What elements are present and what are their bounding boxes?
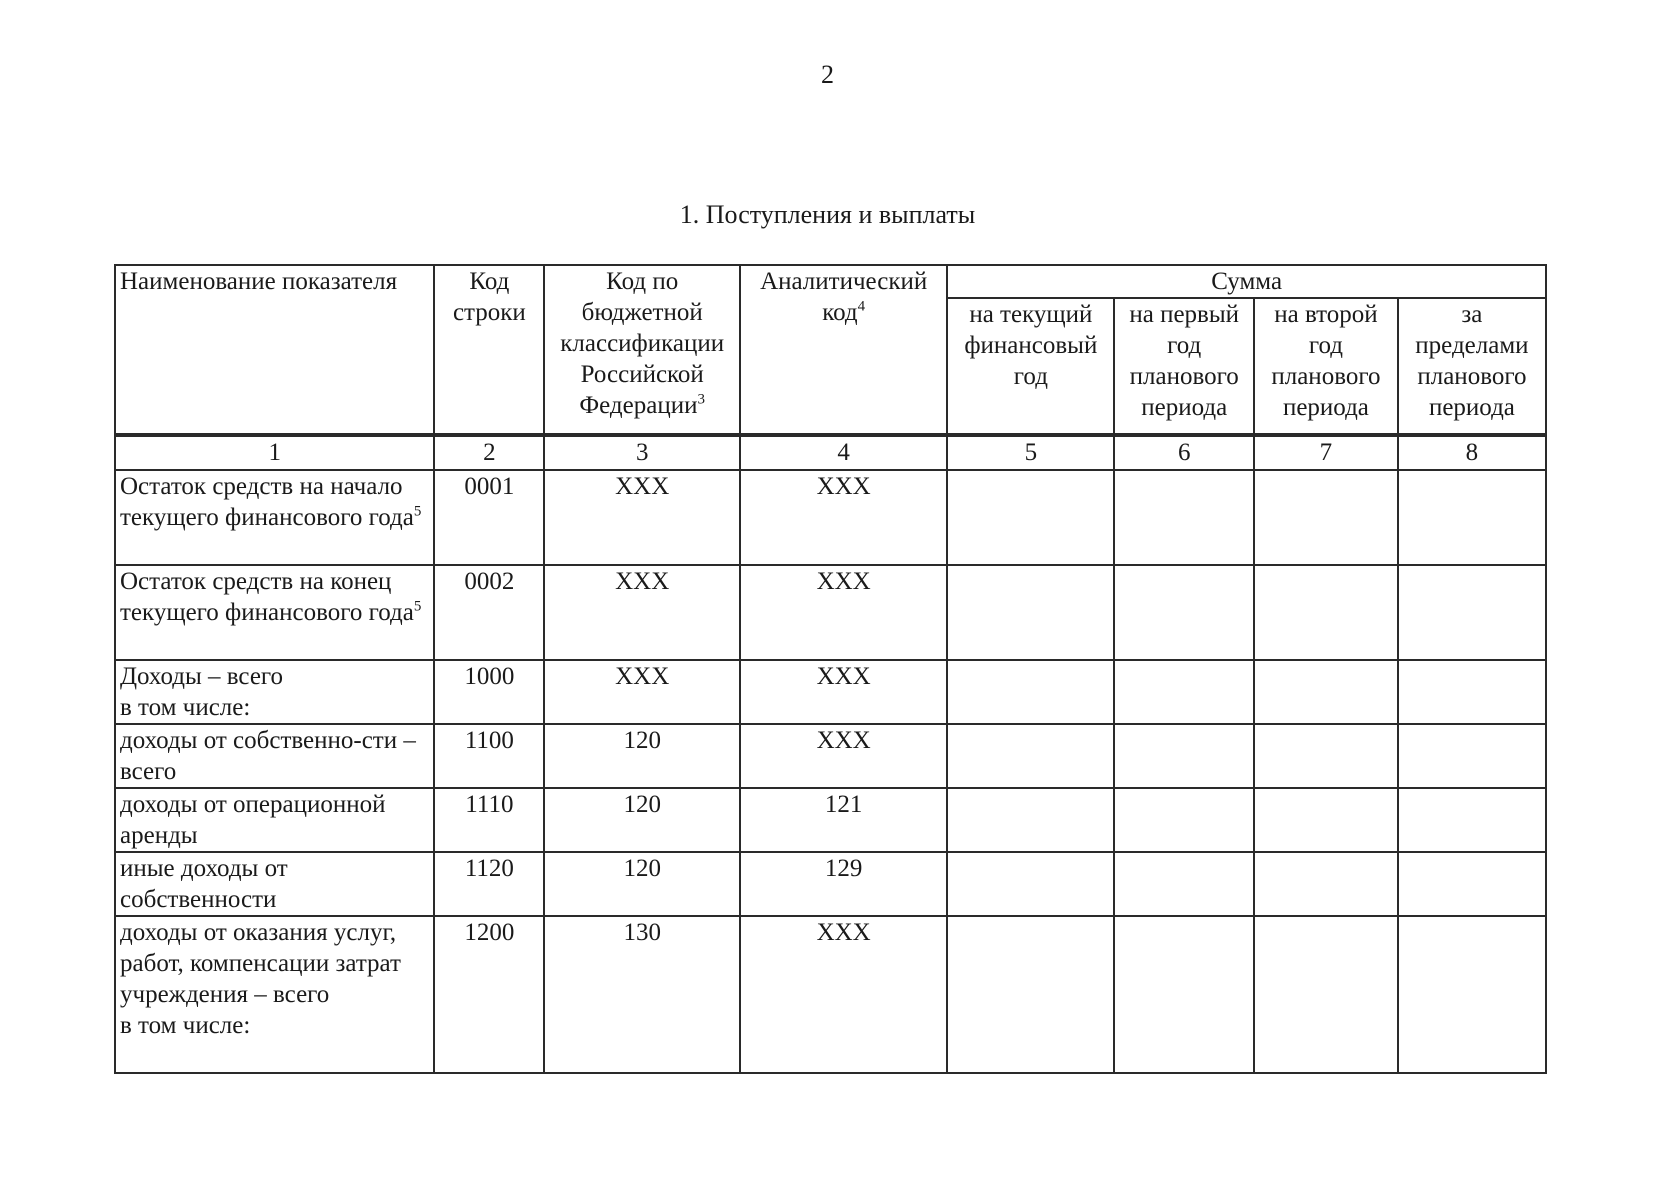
page-number: 2 <box>821 60 834 89</box>
footnote-marker: 3 <box>697 391 705 408</box>
line-code: 1000 <box>434 660 544 724</box>
indicator-name: иные доходы от собственности <box>115 852 434 916</box>
analytic-code: ХХХ <box>740 660 947 724</box>
header-analytic-code <box>740 265 947 435</box>
line-code: 1110 <box>434 788 544 852</box>
indicator-name: доходы от операционной аренды <box>115 788 434 852</box>
sum-beyond-plan-cell[interactable] <box>1398 724 1546 788</box>
sum-current-year-cell[interactable] <box>947 724 1114 788</box>
table-row <box>115 470 1546 565</box>
analytic-code: ХХХ <box>740 724 947 788</box>
column-number: 2 <box>434 435 544 470</box>
budget-code: ХХХ <box>544 565 740 660</box>
sum-second-plan-year-cell[interactable] <box>1254 724 1398 788</box>
table-row <box>115 565 1546 660</box>
sum-first-plan-year-cell[interactable] <box>1114 852 1254 916</box>
budget-code: ХХХ <box>544 470 740 565</box>
section-title: 1. Поступления и выплаты <box>679 200 976 229</box>
footnote-marker: 4 <box>857 298 866 315</box>
sum-beyond-plan-cell[interactable] <box>1398 470 1546 565</box>
line-code: 0001 <box>434 470 544 565</box>
analytic-code: ХХХ <box>740 565 947 660</box>
header-current-year: на текущий финансовый год <box>947 298 1114 435</box>
indicator-name-text: Доходы – всего <box>120 663 284 690</box>
line-code: 1120 <box>434 852 544 916</box>
header-second-plan-year: на второй год планового периода <box>1254 298 1398 435</box>
indicator-name <box>115 470 434 565</box>
budget-code: 120 <box>544 724 740 788</box>
sum-first-plan-year-cell[interactable] <box>1114 724 1254 788</box>
header-budget-code <box>544 265 740 435</box>
sum-second-plan-year-cell[interactable] <box>1254 788 1398 852</box>
sum-beyond-plan-cell[interactable] <box>1398 852 1546 916</box>
budget-code: 120 <box>544 788 740 852</box>
table-row <box>115 724 1546 788</box>
header-analytic-code-text: Аналитический код <box>760 268 928 326</box>
line-code: 0002 <box>434 565 544 660</box>
table-row <box>115 852 1546 916</box>
sum-second-plan-year-cell[interactable] <box>1254 660 1398 724</box>
column-number: 6 <box>1114 435 1254 470</box>
column-number: 7 <box>1254 435 1398 470</box>
header-first-plan-year: на первый год планового периода <box>1114 298 1254 435</box>
sum-second-plan-year-cell[interactable] <box>1254 916 1398 1073</box>
sum-beyond-plan-cell[interactable] <box>1398 916 1546 1073</box>
indicator-name: доходы от собственно-сти – всего <box>115 724 434 788</box>
footnote-marker: 5 <box>413 503 422 520</box>
sum-first-plan-year-cell[interactable] <box>1114 470 1254 565</box>
sum-second-plan-year-cell[interactable] <box>1254 852 1398 916</box>
header-line-code: Код строки <box>434 265 544 435</box>
sum-first-plan-year-cell[interactable] <box>1114 660 1254 724</box>
column-number: 4 <box>740 435 947 470</box>
budget-code: 120 <box>544 852 740 916</box>
column-number: 5 <box>947 435 1114 470</box>
indicator-name-text: Остаток средств на начало текущего финансового года <box>120 473 414 531</box>
indicator-name-text: Остаток средств на конец текущего финансового года <box>120 568 414 626</box>
column-number: 1 <box>115 435 434 470</box>
indicator-name <box>115 660 434 724</box>
indicator-name-subtext: в том числе: <box>120 1012 251 1039</box>
table-row <box>115 788 1546 852</box>
header-beyond-plan: за пределами планового периода <box>1398 298 1546 435</box>
table-row <box>115 660 1546 724</box>
line-code: 1100 <box>434 724 544 788</box>
header-sum: Сумма <box>947 265 1546 298</box>
sum-second-plan-year-cell[interactable] <box>1254 470 1398 565</box>
table-row <box>115 916 1546 1073</box>
column-number: 8 <box>1398 435 1546 470</box>
budget-code: ХХХ <box>544 660 740 724</box>
indicator-name <box>115 565 434 660</box>
sum-beyond-plan-cell[interactable] <box>1398 660 1546 724</box>
sum-first-plan-year-cell[interactable] <box>1114 916 1254 1073</box>
indicator-name <box>115 916 434 1073</box>
indicator-name-text: доходы от оказания услуг, работ, компенсации затрат учреждения – всего <box>120 919 401 1008</box>
header-budget-code-text: Код по бюджетной классификации Российской Федерации <box>560 268 725 419</box>
analytic-code: 121 <box>740 788 947 852</box>
sum-current-year-cell[interactable] <box>947 660 1114 724</box>
sum-first-plan-year-cell[interactable] <box>1114 788 1254 852</box>
indicator-name-subtext: в том числе: <box>120 694 251 721</box>
sum-current-year-cell[interactable] <box>947 788 1114 852</box>
analytic-code: ХХХ <box>740 470 947 565</box>
sum-current-year-cell[interactable] <box>947 470 1114 565</box>
sum-beyond-plan-cell[interactable] <box>1398 565 1546 660</box>
sum-current-year-cell[interactable] <box>947 565 1114 660</box>
sum-beyond-plan-cell[interactable] <box>1398 788 1546 852</box>
column-number: 3 <box>544 435 740 470</box>
footnote-marker: 5 <box>413 598 422 615</box>
sum-second-plan-year-cell[interactable] <box>1254 565 1398 660</box>
budget-code: 130 <box>544 916 740 1073</box>
sum-current-year-cell[interactable] <box>947 916 1114 1073</box>
sum-first-plan-year-cell[interactable] <box>1114 565 1254 660</box>
receipts-payments-table <box>114 264 1547 1074</box>
analytic-code: 129 <box>740 852 947 916</box>
sum-current-year-cell[interactable] <box>947 852 1114 916</box>
analytic-code: ХХХ <box>740 916 947 1073</box>
line-code: 1200 <box>434 916 544 1073</box>
header-indicator-name: Наименование показателя <box>115 265 434 435</box>
column-number-row <box>115 435 1546 470</box>
